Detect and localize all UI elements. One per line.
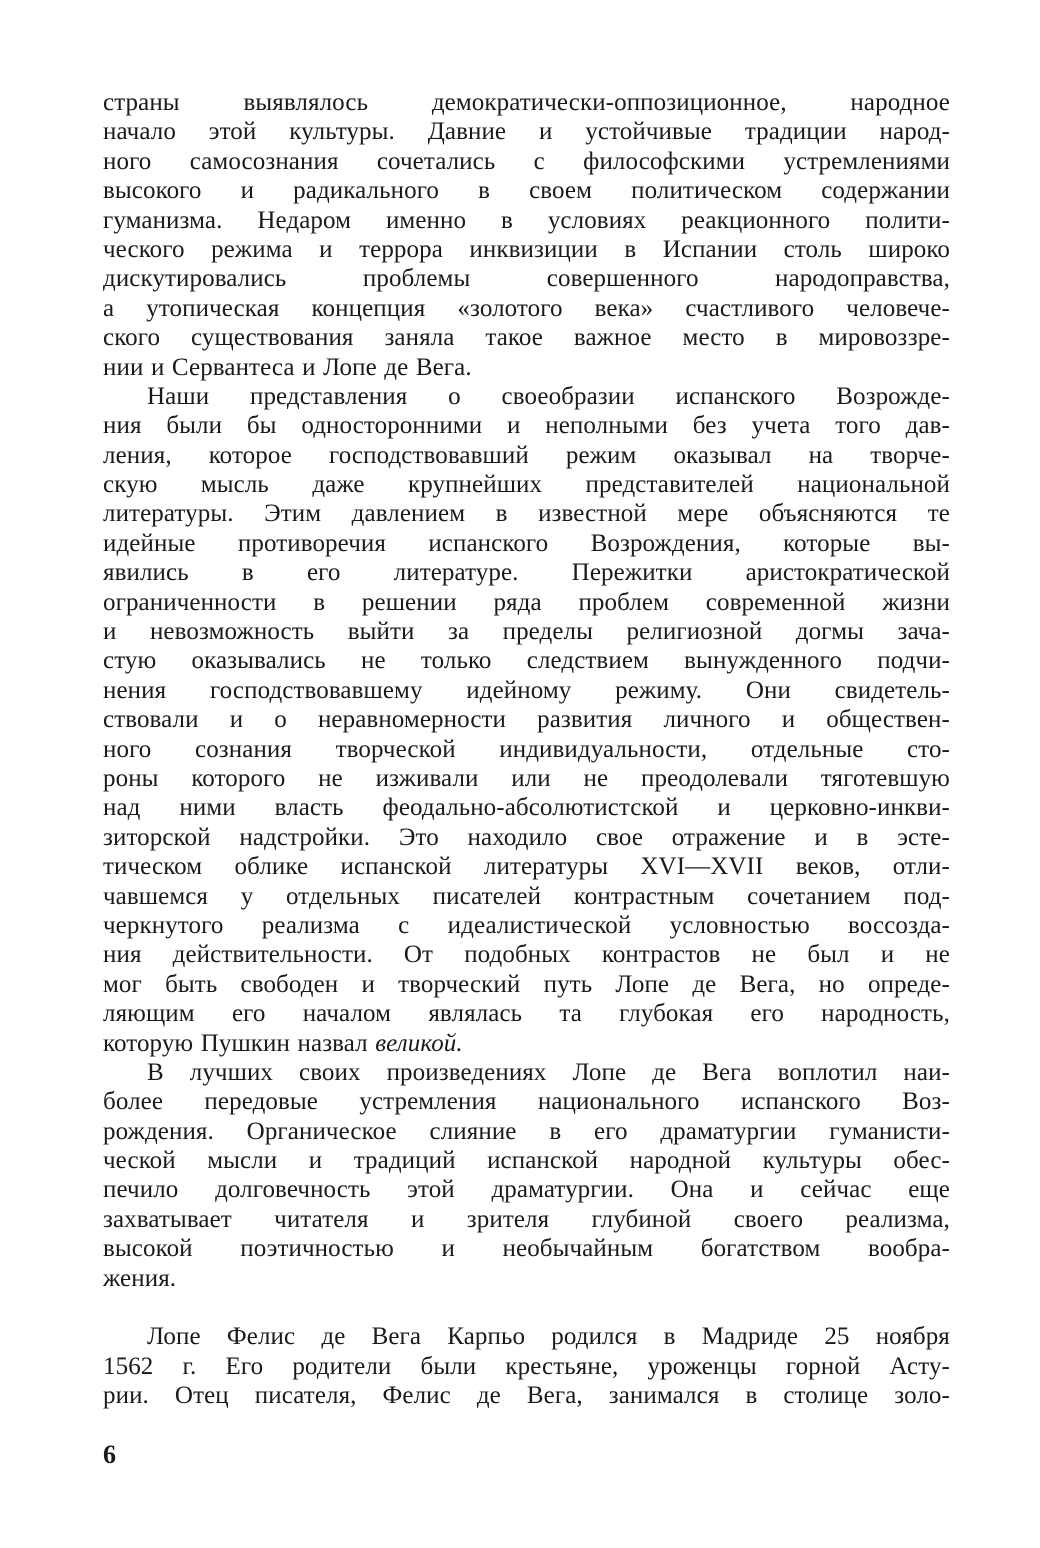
text-line: стую оказывались не только следствием вынужденного подчи- bbox=[103, 647, 950, 675]
text-line: чавшемся у отдельных писателей контрастным сочетанием под- bbox=[103, 882, 950, 910]
text-line: явились в его литературе. Пережитки аристократической bbox=[103, 559, 950, 587]
text-line: а утопическая концепция «золотого века» счастливого человече- bbox=[103, 294, 950, 322]
text-line: черкнутого реализма с идеалистической условностью воссозда- bbox=[103, 911, 950, 939]
text-line: более передовые устремления национального испанского Воз- bbox=[103, 1088, 950, 1116]
text-line: ограниченности в решении ряда проблем современной жизни bbox=[103, 588, 950, 616]
text-line: нения господствовавшему идейному режиму. Они свидетель- bbox=[103, 676, 950, 704]
paragraph-gap bbox=[103, 1293, 950, 1322]
text-line: зиторской надстройки. Это находило свое отражение и в эсте- bbox=[103, 823, 950, 851]
text-line: над ними власть феодально-абсолютистской и церковно-инкви- bbox=[103, 794, 950, 822]
text-line: В лучших своих произведениях Лопе де Вега воплотил наи- bbox=[147, 1058, 950, 1086]
text-line: нии и Сервантеса и Лопе де Вега. bbox=[103, 353, 472, 381]
text-line: высокого и радикального в своем политическом содержании bbox=[103, 177, 950, 205]
page-number: 6 bbox=[103, 1440, 116, 1469]
text-line: ческого режима и террора инквизиции в Испании столь широко bbox=[103, 235, 950, 263]
paragraph bbox=[103, 88, 950, 382]
paragraph bbox=[103, 1322, 950, 1410]
text-line: которую Пушкин назвал великой. bbox=[103, 1029, 463, 1057]
text-line: роны которого не изживали или не преодолевали тяготевшую bbox=[103, 764, 950, 792]
paragraph bbox=[103, 382, 950, 1058]
text-line: страны выявлялось демократически-оппозиционное, народное bbox=[103, 89, 950, 116]
text-line: мог быть свободен и творческий путь Лопе де Вега, но опреде- bbox=[103, 970, 950, 998]
text-line: ского существования заняла такое важное место в мировоззре- bbox=[103, 324, 950, 352]
text-line: скую мысль даже крупнейших представителей национальной bbox=[103, 471, 950, 499]
text-line: захватывает читателя и зрителя глубиной своего реализма, bbox=[103, 1205, 950, 1233]
text-line: литературы. Этим давлением в известной мере объясняются те bbox=[103, 500, 950, 528]
text-line: ческой мысли и традиций испанской народной культуры обес- bbox=[103, 1147, 950, 1175]
text-line: идейные противоречия испанского Возрождения, которые вы- bbox=[103, 529, 950, 557]
text-line: ствовали и о неравномерности развития личного и обществен- bbox=[103, 706, 950, 734]
text-line: Лопе Фелис де Вега Карпьо родился в Мадриде 25 ноября bbox=[147, 1323, 950, 1351]
paragraph bbox=[103, 1058, 950, 1293]
text-line: ния действительности. От подобных контрастов не был и не bbox=[103, 941, 950, 969]
text-line: начало этой культуры. Давние и устойчивые традиции народ- bbox=[103, 118, 950, 146]
text-line: Наши представления о своеобразии испанского Возрожде- bbox=[147, 382, 950, 410]
text-line: высокой поэтичностью и необычайным богатством вообра- bbox=[103, 1235, 950, 1263]
text-line: рождения. Органическое слияние в его драматургии гуманисти- bbox=[103, 1117, 950, 1145]
text-line: ляющим его началом являлась та глубокая его народность, bbox=[103, 1000, 950, 1028]
text-line: ления, которое господствовавший режим оказывал на творче- bbox=[103, 441, 950, 469]
text-line: и невозможность выйти за пределы религиозной догмы зача- bbox=[103, 618, 950, 646]
text-line: гуманизма. Недаром именно в условиях реакционного полити- bbox=[103, 206, 950, 234]
text-line: ния были бы односторонними и неполными без учета того дав- bbox=[103, 412, 950, 440]
text-line: рии. Отец писателя, Фелис де Вега, занимался в столице золо- bbox=[103, 1382, 950, 1410]
text-line: дискутировались проблемы совершенного народоправства, bbox=[103, 265, 950, 293]
text-line: жения. bbox=[103, 1264, 177, 1292]
text-line: печило долговечность этой драматургии. Она и сейчас еще bbox=[103, 1176, 950, 1204]
text-line: тическом облике испанской литературы XVI—XVII веков, отли- bbox=[103, 853, 950, 881]
text-line: ного сознания творческой индивидуальности, отдельные сто- bbox=[103, 735, 950, 763]
text-line: ного самосознания сочетались с философскими устремлениями bbox=[103, 147, 950, 175]
body-text bbox=[103, 88, 950, 1411]
text-line: 1562 г. Его родители были крестьяне, уроженцы горной Асту- bbox=[103, 1352, 950, 1380]
